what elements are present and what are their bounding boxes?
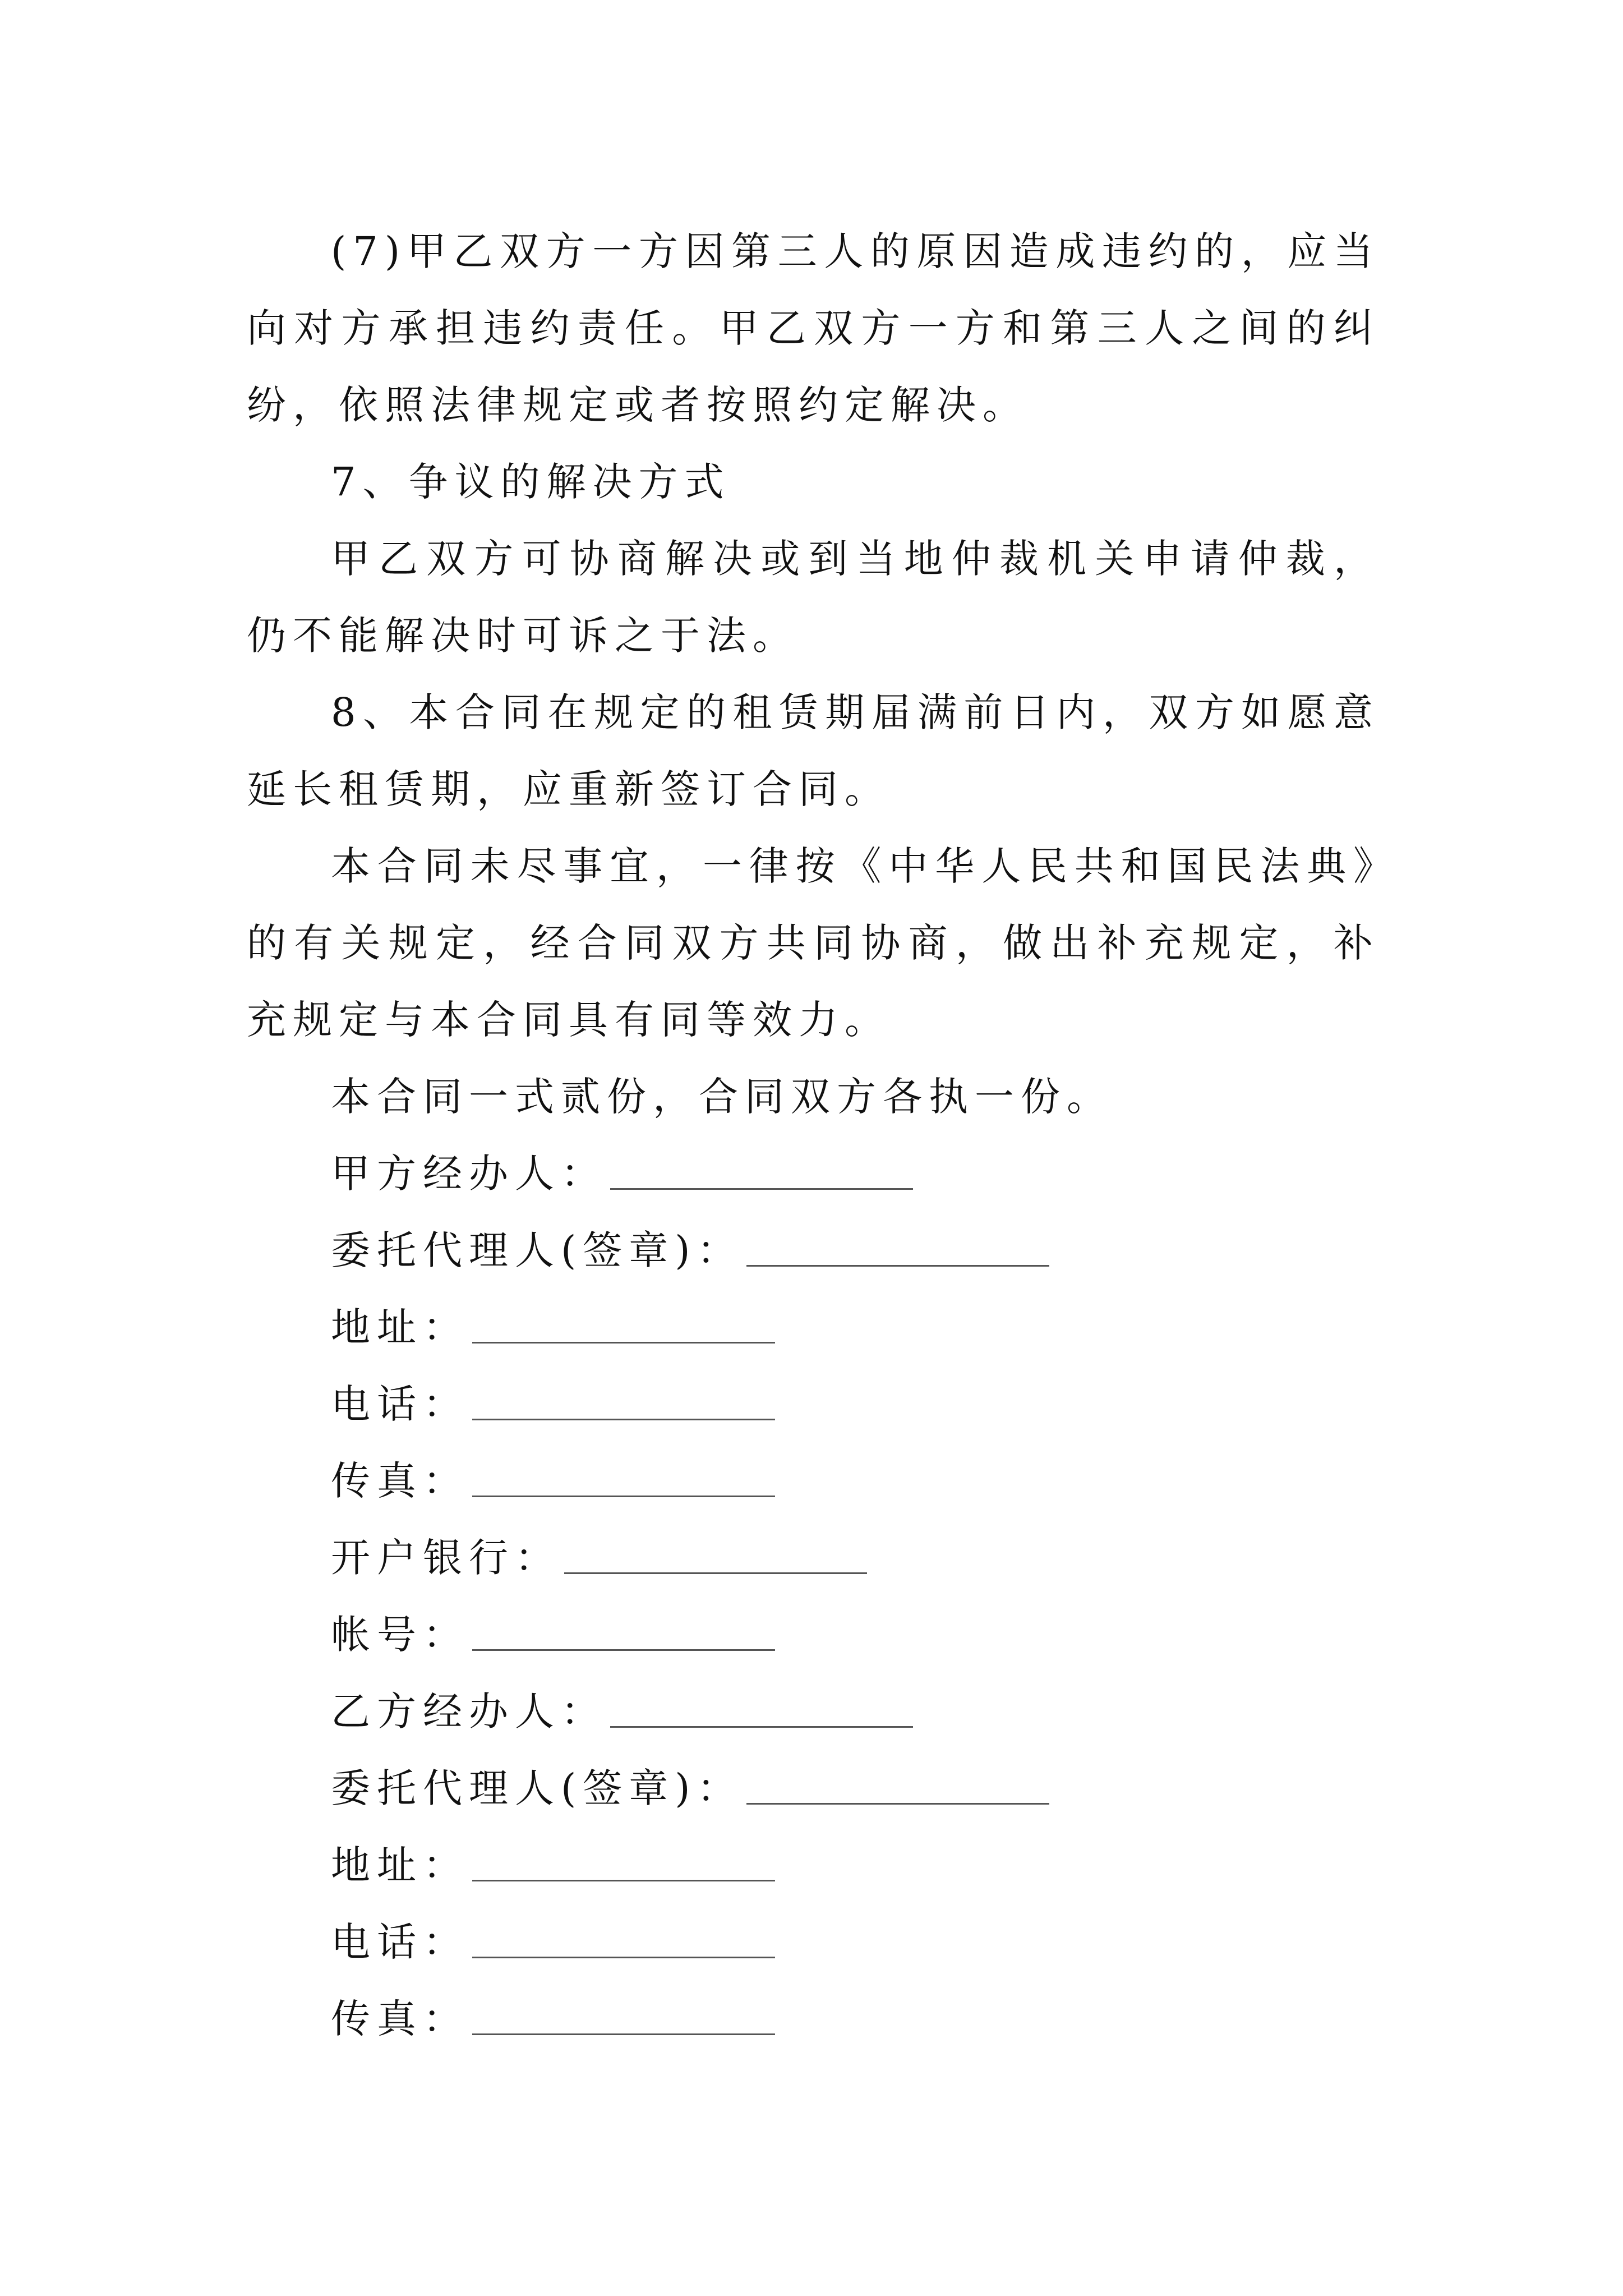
party-a-address-label: 地址： (331, 1304, 469, 1350)
party-b-agent-label: 乙方经办人： (331, 1688, 607, 1734)
party-a-phone-label: 电话： (331, 1381, 469, 1427)
party-a-fax-blank[interactable] (472, 1496, 775, 1497)
party-a-proxy-line (247, 1212, 1380, 1289)
party-a-account-blank[interactable] (472, 1649, 775, 1651)
party-a-bank-label: 开户银行： (331, 1535, 561, 1581)
party-b-address-blank[interactable] (472, 1880, 775, 1881)
party-a-phone-blank[interactable] (472, 1419, 775, 1420)
party-b-agent-blank[interactable] (610, 1726, 913, 1728)
party-b-address-label: 地址： (331, 1842, 469, 1888)
party-b-fax-label: 传真： (331, 1996, 469, 2042)
supplementary-provisions-paragraph: 本合同未尽事宜，一律按《中华人民共和国民法典》的有关规定，经合同双方共同协商，做出补充规定，补充规定与本合同具有同等效力。 (247, 843, 1380, 1043)
dispute-resolution-heading: 7、争议的解决方式 (331, 459, 731, 505)
party-a-agent-line (247, 1135, 1380, 1212)
dispute-resolution-paragraph: 甲乙双方可协商解决或到当地仲裁机关申请仲裁，仍不能解决时可诉之于法。 (247, 536, 1380, 659)
party-a-agent-blank[interactable] (610, 1188, 913, 1190)
party-a-bank-line (247, 1520, 1380, 1596)
party-b-phone-blank[interactable] (472, 1957, 775, 1958)
party-b-agent-line (247, 1673, 1380, 1750)
party-a-fax-line (247, 1443, 1380, 1520)
document-page (247, 213, 1380, 2058)
party-b-proxy-blank[interactable] (746, 1803, 1049, 1805)
party-b-phone-label: 电话： (331, 1919, 469, 1965)
party-a-address-blank[interactable] (472, 1342, 775, 1343)
party-b-fax-blank[interactable] (472, 2033, 775, 2035)
party-a-proxy-label: 委托代理人(签章)： (331, 1227, 743, 1273)
party-b-phone-line (247, 1904, 1380, 1981)
copies-paragraph: 本合同一式贰份，合同双方各执一份。 (331, 1074, 1113, 1120)
party-b-proxy-label: 委托代理人(签章)： (331, 1765, 743, 1811)
party-a-proxy-blank[interactable] (746, 1265, 1049, 1267)
party-a-address-line (247, 1289, 1380, 1366)
party-b-fax-line (247, 1981, 1380, 2058)
party-a-bank-blank[interactable] (564, 1572, 867, 1574)
party-b-address-line (247, 1827, 1380, 1904)
party-a-fax-label: 传真： (331, 1458, 469, 1504)
clause-7-7-paragraph: (7)甲乙双方一方因第三人的原因造成违约的，应当向对方承担违约责任。甲乙双方一方和第三人之间的纠纷，依照法律规定或者按照约定解决。 (247, 228, 1380, 428)
party-a-agent-label: 甲方经办人： (331, 1151, 607, 1197)
party-a-phone-line (247, 1366, 1380, 1443)
party-a-account-label: 帐号： (331, 1612, 469, 1658)
party-b-proxy-line (247, 1750, 1380, 1827)
party-a-account-line (247, 1596, 1380, 1673)
clause-8-paragraph: 8、本合同在规定的租赁期届满前日内，双方如愿意延长租赁期，应重新签订合同。 (247, 689, 1380, 812)
